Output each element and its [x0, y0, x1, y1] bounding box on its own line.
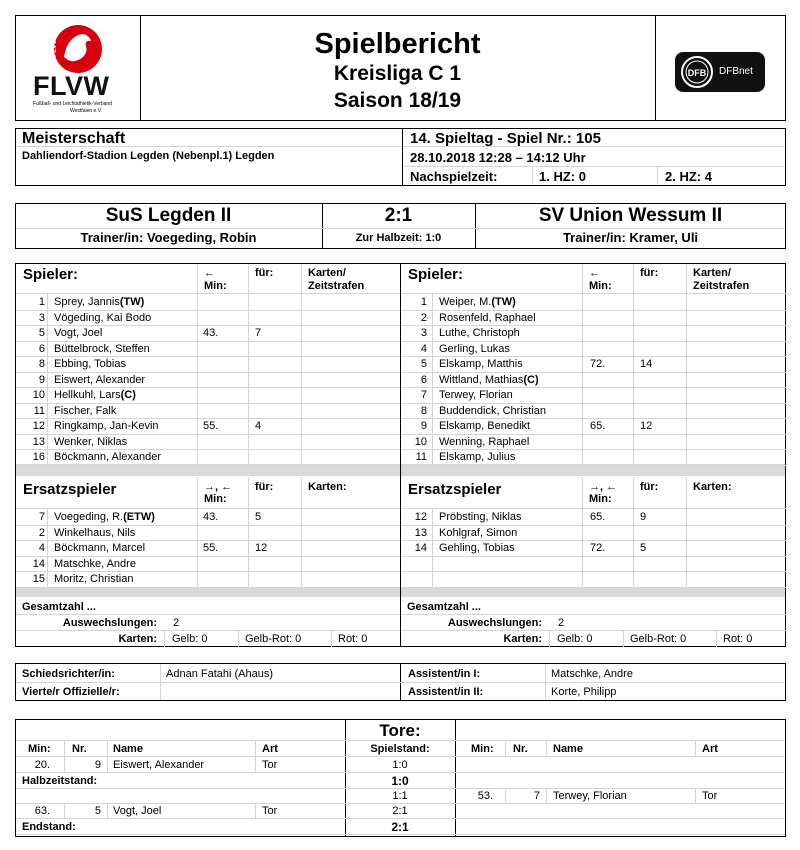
goal-player-name: Eiswert, Alexander: [113, 759, 205, 771]
player-row: [15, 372, 400, 387]
sub-minute: 55.: [203, 542, 219, 554]
player-name: [439, 311, 536, 325]
player-number: 1: [38, 296, 45, 308]
flvw-logo-sub2: Westfalen e.V.: [70, 108, 102, 114]
player-name: [439, 419, 530, 433]
substitute-number: 7: [38, 511, 45, 523]
player-name-text: Wenker, Niklas: [54, 436, 128, 448]
substitute-name-text: Moritz, Christian: [54, 573, 134, 585]
goal-score: 2:1: [391, 820, 409, 834]
yellow-count-home: Gelb: 0: [172, 633, 208, 645]
substitute-number: 4: [38, 542, 45, 554]
season-title: Saison 18/19: [333, 89, 462, 112]
substitute-name: [54, 526, 135, 540]
substitute-row: [15, 540, 400, 555]
goals-name-header: Name: [113, 743, 143, 755]
player-row: [15, 403, 400, 418]
sub-for: 7: [255, 327, 262, 339]
away-coach: Trainer/in: Kramer, Uli: [562, 230, 699, 245]
assistant2-label: Assistent/in II:: [408, 686, 484, 698]
referee-label: Schiedsrichter/in:: [22, 668, 115, 680]
players-header-home: Spieler:: [23, 266, 79, 283]
player-name: [54, 311, 151, 325]
player-row: [15, 449, 400, 464]
goal-type: Tor: [262, 759, 278, 771]
player-name: [54, 404, 116, 418]
away-team-name: SV Union Wessum II: [538, 205, 723, 226]
player-number: 7: [420, 389, 427, 401]
cards-label-home: Karten/: [308, 267, 346, 279]
player-name-text: Hellkuhl, Lars: [54, 389, 121, 401]
goals-title: Tore:: [379, 721, 421, 740]
home-coach: Trainer/in: Voegeding, Robin: [80, 230, 257, 245]
sub-for: 4: [255, 420, 262, 432]
svg-text:DFB: DFB: [687, 68, 707, 78]
substitutions-label-away: Auswechslungen:: [447, 617, 542, 629]
substitute-row: [15, 525, 400, 540]
goals-nr-header: Nr.: [72, 743, 87, 755]
substitute-name-text: Pröbsting, Niklas: [439, 511, 522, 523]
player-name: [54, 295, 144, 309]
sub-arrows-home: →, ←: [204, 481, 233, 493]
player-name-text: Ringkamp, Jan-Kevin: [54, 420, 159, 432]
player-name-text: Gerling, Lukas: [439, 343, 510, 355]
player-name-text: Sprey, Jannis: [54, 296, 120, 308]
player-number: 9: [420, 420, 427, 432]
substitute-name-text: Böckmann, Marcel: [54, 542, 146, 554]
min-arrow-home: ←: [204, 267, 215, 279]
min-label-home: Min:: [204, 280, 227, 292]
player-name: [439, 342, 510, 356]
goal-score: 2:1: [392, 805, 408, 817]
home-team-name: SuS Legden II: [105, 205, 232, 226]
player-row: [400, 325, 786, 340]
player-number: 3: [38, 312, 45, 324]
substitutions-label-home: Auswechslungen:: [62, 617, 157, 629]
goals-min-header: Min:: [28, 743, 51, 755]
player-number: 8: [420, 405, 427, 417]
sub-min-label-home: Min:: [204, 493, 227, 505]
goal-score: 1:1: [392, 790, 408, 802]
substitute-name: [54, 510, 155, 524]
player-row: [400, 356, 786, 371]
goal-type: Tor: [702, 790, 718, 802]
player-row: [400, 434, 786, 449]
yellow-count-away: Gelb: 0: [557, 633, 593, 645]
cards-total-label-home: Karten:: [118, 633, 157, 645]
substitute-name: [439, 510, 522, 524]
sub-minute: 65.: [590, 511, 606, 523]
player-name-text: Wenning, Raphael: [439, 436, 530, 448]
ht1-extra: 1. HZ: 0: [539, 169, 586, 184]
sub-cards-label-home: Karten:: [308, 481, 347, 493]
player-number: 6: [420, 374, 427, 386]
substitute-role-tag: (ETW): [123, 511, 155, 523]
player-name-text: Rosenfeld, Raphael: [439, 312, 536, 324]
player-number: 3: [420, 327, 427, 339]
player-name-text: Fischer, Falk: [54, 405, 117, 417]
player-row: [400, 449, 786, 464]
player-row: [15, 294, 400, 309]
player-name: [54, 342, 150, 356]
goal-type: Tor: [262, 805, 278, 817]
player-row: [400, 387, 786, 402]
league-title: Kreisliga C 1: [333, 62, 462, 85]
player-row: [400, 403, 786, 418]
player-name-text: Luthe, Christoph: [439, 327, 520, 339]
substitute-name-text: Winkelhaus, Nils: [54, 527, 136, 539]
sub-for: 12: [640, 420, 653, 432]
player-number: 5: [420, 358, 427, 370]
fuer-label-away: für:: [640, 267, 659, 279]
sub-for: 5: [255, 511, 262, 523]
sub-minute: 72.: [590, 542, 606, 554]
substitute-name-text: Kohlgraf, Simon: [439, 527, 518, 539]
substitute-row: [400, 540, 786, 555]
player-name: [54, 388, 136, 402]
ht2-extra: 2. HZ: 4: [665, 169, 712, 184]
player-row: [400, 372, 786, 387]
player-row: [400, 294, 786, 309]
extra-time-label: Nachspielzeit:: [410, 169, 498, 184]
goal-score: 1:0: [391, 774, 409, 788]
player-number: 1: [420, 296, 427, 308]
player-number: 12: [32, 420, 45, 432]
sub-fuer-label-away: für:: [640, 481, 659, 493]
substitute-name: [439, 526, 517, 540]
player-name: [439, 435, 529, 449]
player-number: 4: [420, 343, 427, 355]
sub-minute: 55.: [203, 420, 219, 432]
substitute-name-text: Matschke, Andre: [54, 558, 136, 570]
sub-minute: 43.: [203, 327, 219, 339]
goal-minute: 63.: [34, 805, 50, 817]
svg-text:FLVW: FLVW: [51, 37, 58, 57]
player-number: 11: [415, 451, 427, 463]
player-row: [15, 356, 400, 371]
dfbnet-logo-text: DFBnet: [719, 66, 753, 77]
player-number: 11: [33, 405, 45, 417]
substitute-number: 12: [414, 511, 427, 523]
goal-row: [0, 757, 800, 772]
player-name-text: Elskamp, Benedikt: [439, 420, 531, 432]
player-row: [15, 418, 400, 433]
player-row: [15, 310, 400, 325]
player-name-text: Vögeding, Kai Bodo: [54, 312, 152, 324]
substitute-name: [54, 572, 133, 586]
substitutions-count-away: 2: [558, 617, 565, 629]
datetime-label: 28.10.2018 12:28 – 14:12 Uhr: [410, 150, 586, 165]
sub-minute: 72.: [590, 358, 606, 370]
goal-row: [0, 803, 800, 818]
dfbnet-logo: [675, 52, 765, 92]
player-name-text: Buddendick, Christian: [439, 405, 547, 417]
player-name-text: Eiswert, Alexander: [54, 374, 146, 386]
substitute-row: [15, 556, 400, 571]
flvw-logo: [30, 22, 130, 118]
halftime-score-label: Halbzeitstand:: [22, 775, 98, 787]
player-name-text: Wittland, Mathias: [439, 374, 524, 386]
goals-nr-header: Nr.: [513, 743, 528, 755]
venue-label: Dahliendorf-Stadion Legden (Nebenpl.1) Legden: [22, 150, 275, 162]
matchday-label: 14. Spieltag - Spiel Nr.: 105: [410, 130, 601, 147]
player-name-text: Böckmann, Alexander: [54, 451, 162, 463]
min-arrow-away: ←: [589, 267, 600, 279]
substitute-name: [54, 557, 136, 571]
timepen-label-home: Zeitstrafen: [308, 280, 365, 292]
substitute-number: 2: [38, 527, 45, 539]
player-name-text: Elskamp, Matthis: [439, 358, 523, 370]
player-row: [400, 418, 786, 433]
player-number: 10: [414, 436, 427, 448]
player-name: [439, 357, 523, 371]
fourth-official-label: Vierte/r Offizielle/r:: [22, 686, 120, 698]
player-row: [400, 310, 786, 325]
player-number: 8: [38, 358, 45, 370]
flvw-logo-sub1: Fußball- und Leichtathletik-Verband: [33, 101, 112, 107]
goal-player-number: 7: [533, 790, 540, 802]
page-title: Spielbericht: [314, 28, 481, 60]
cards-label-away: Karten/: [693, 267, 731, 279]
player-number: 6: [38, 343, 45, 355]
substitute-row: [15, 571, 400, 586]
sub-for: 14: [640, 358, 653, 370]
player-number: 2: [420, 312, 427, 324]
yellowred-count-away: Gelb-Rot: 0: [630, 633, 687, 645]
goal-player-name: Vogt, Joel: [113, 805, 162, 817]
goal-player-number: 5: [94, 805, 101, 817]
player-number: 13: [32, 436, 45, 448]
goal-score: 1:0: [392, 759, 408, 771]
goal-player-name: Terwey, Florian: [553, 790, 627, 802]
goals-min-header: Min:: [471, 743, 494, 755]
player-name: [54, 450, 161, 464]
competition-label: Meisterschaft: [22, 130, 126, 147]
player-name: [439, 388, 513, 402]
players-header-away: Spieler:: [408, 266, 464, 283]
assistant1-name: Matschke, Andre: [551, 668, 633, 680]
player-row: [15, 341, 400, 356]
sub-fuer-label-home: für:: [255, 481, 274, 493]
sub-minute: 65.: [590, 420, 606, 432]
substitute-name-text: Voegeding, R.: [54, 511, 124, 523]
goal-player-number: 9: [94, 759, 101, 771]
total-label-away: Gesamtzahl ...: [407, 601, 481, 613]
player-role-tag: (C): [120, 389, 136, 401]
goals-art-header: Art: [262, 743, 278, 755]
player-name: [439, 450, 515, 464]
goals-art-header: Art: [702, 743, 718, 755]
subs-header-away: Ersatzspieler: [408, 481, 502, 498]
halftime-score: Zur Halbzeit: 1:0: [355, 232, 442, 244]
subs-header-home: Ersatzspieler: [23, 481, 117, 498]
substitute-name: [439, 541, 515, 555]
player-role-tag: (C): [523, 374, 539, 386]
goal-row: [0, 788, 800, 803]
sub-cards-label-away: Karten:: [693, 481, 732, 493]
min-label-away: Min:: [589, 280, 612, 292]
player-name-text: Büttelbrock, Steffen: [54, 343, 150, 355]
sub-for: 12: [255, 542, 268, 554]
player-name: [54, 357, 126, 371]
player-name-text: Elskamp, Julius: [439, 451, 516, 463]
flvw-logo-text: FLVW: [33, 71, 110, 101]
substitute-number: 14: [32, 558, 45, 570]
sub-min-label-away: Min:: [589, 493, 612, 505]
player-role-tag: (TW): [491, 296, 516, 308]
substitute-row: [15, 509, 400, 524]
player-name: [439, 404, 546, 418]
player-name: [439, 295, 516, 309]
player-name: [54, 419, 159, 433]
player-number: 9: [38, 374, 45, 386]
assistant1-label: Assistent/in I:: [408, 668, 481, 680]
substitute-name-text: Gehling, Tobias: [439, 542, 515, 554]
player-name: [54, 326, 102, 340]
substitute-row: [400, 525, 786, 540]
sub-for: 9: [640, 511, 647, 523]
goals-name-header: Name: [553, 743, 583, 755]
player-name-text: Ebbing, Tobias: [54, 358, 126, 370]
player-role-tag: (TW): [119, 296, 145, 308]
sub-arrows-away: →, ←: [589, 481, 618, 493]
player-number: 5: [38, 327, 45, 339]
yellowred-count-home: Gelb-Rot: 0: [245, 633, 302, 645]
player-row: [15, 325, 400, 340]
red-count-home: Rot: 0: [338, 633, 368, 645]
player-name: [54, 435, 127, 449]
player-name: [439, 326, 520, 340]
substitute-number: 15: [32, 573, 45, 585]
substitute-number: 13: [414, 527, 427, 539]
red-count-away: Rot: 0: [723, 633, 753, 645]
final-score-label: Endstand:: [22, 821, 76, 833]
goal-minute: 53.: [477, 790, 493, 802]
fuer-label-home: für:: [255, 267, 274, 279]
player-row: [15, 434, 400, 449]
player-name-text: Vogt, Joel: [54, 327, 103, 339]
player-row: [15, 387, 400, 402]
referee-name: Adnan Fatahi (Ahaus): [166, 668, 274, 680]
final-score: 2:1: [384, 205, 413, 226]
total-label-home: Gesamtzahl ...: [22, 601, 96, 613]
player-name: [54, 373, 145, 387]
player-name-text: Weiper, M.: [439, 296, 492, 308]
player-name: [439, 373, 539, 387]
substitute-number: 14: [414, 542, 427, 554]
goals-score-header: Spielstand:: [370, 743, 430, 755]
player-name-text: Terwey, Florian: [439, 389, 513, 401]
substitute-row: [400, 509, 786, 524]
player-number: 10: [32, 389, 45, 401]
goal-minute: 20.: [34, 759, 50, 771]
substitutions-count-home: 2: [173, 617, 180, 629]
cards-total-label-away: Karten:: [503, 633, 542, 645]
assistant2-name: Korte, Philipp: [551, 686, 617, 698]
sub-minute: 43.: [203, 511, 219, 523]
player-number: 16: [32, 451, 45, 463]
sub-for: 5: [640, 542, 647, 554]
player-row: [400, 341, 786, 356]
timepen-label-away: Zeitstrafen: [693, 280, 750, 292]
substitute-name: [54, 541, 145, 555]
